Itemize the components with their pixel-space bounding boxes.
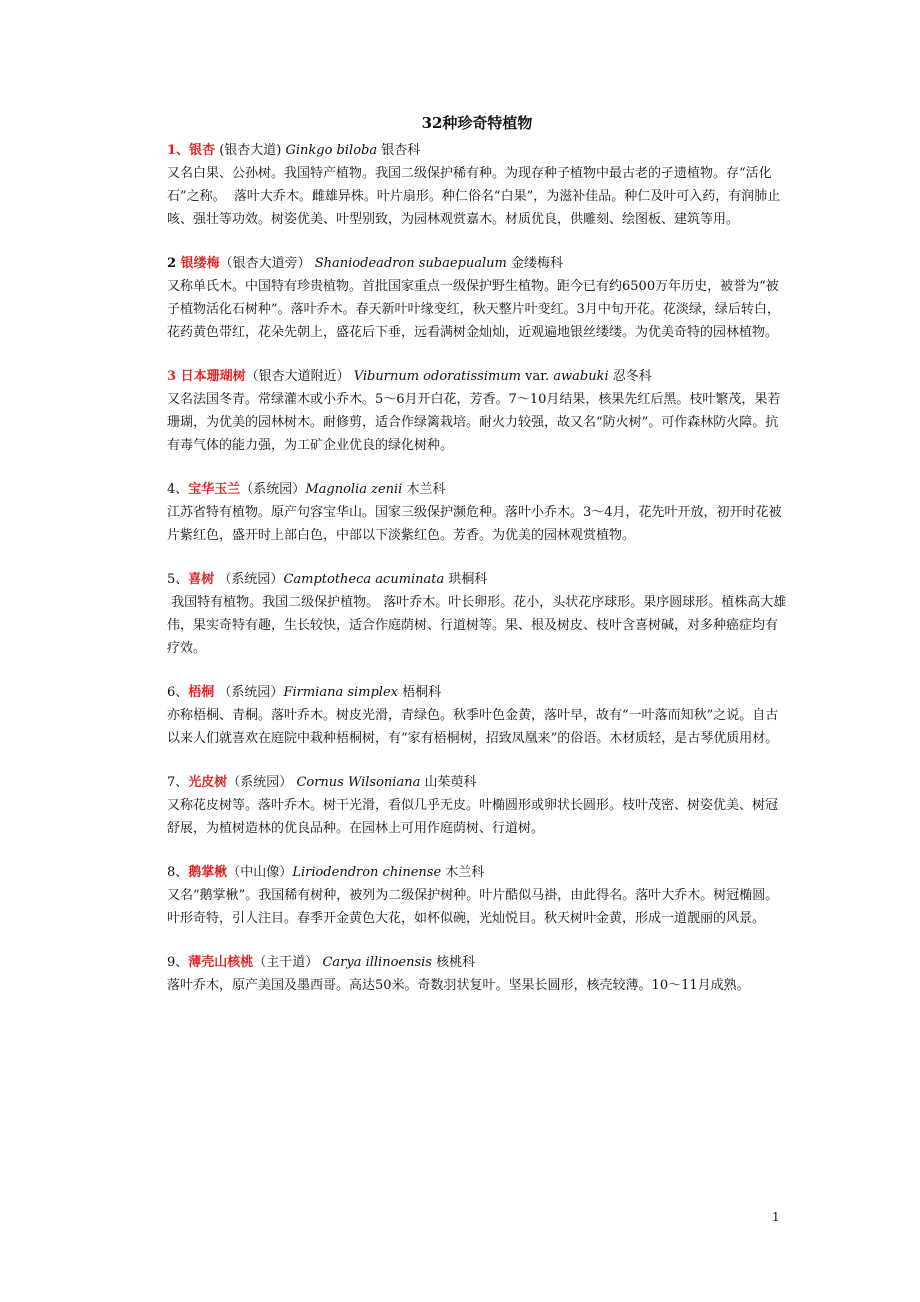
plant-location: （系统园） [227, 775, 297, 790]
plant-entry [167, 140, 787, 231]
entry-number: 6、 [167, 685, 189, 700]
entry-paragraph: 又称花皮树等。落叶乔木。树干光滑，看似几乎无皮。叶椭圆形或卵状长圆形。枝叶茂密、树姿优美、树冠舒展，为植树造林的优良品种。在园林上可用作庭荫树、行道树。 [167, 798, 779, 836]
entry-paragraph: 又名白果、公孙树。我国特产植物。我国二级保护稀有种。为现存种子植物中最古老的孑遗植物。存“活化石”之称。 [167, 166, 772, 204]
plant-entry [167, 366, 787, 457]
plant-family: 银杏科 [377, 143, 421, 158]
plant-family: 忍冬科 [608, 369, 652, 384]
latin-name: Shaniodeadron subaepualum [314, 256, 507, 271]
entry-number: 9、 [167, 955, 189, 970]
plant-entry [167, 479, 787, 547]
plant-location: （银杏大道旁） [219, 256, 315, 271]
entry-heading [167, 366, 787, 388]
entry-number: 1、 [167, 143, 190, 158]
plant-family: 木兰科 [402, 482, 446, 497]
entry-paragraph: 江苏省特有植物。原产句容宝华山。国家三级保护濒危种。 [167, 505, 506, 520]
plant-name: 银杏 [189, 143, 216, 158]
entry-paragraph: 落叶大乔木。雌雄异株。叶片扇形。种仁俗名“白果”，为滋补佳品。种仁及叶可入药，有润肺止咳、强壮等功效。树姿优美、叶型别致，为园林观赏嘉木。材质优良，供雕刻、绘图板、建筑等用。 [167, 189, 781, 227]
plant-family: 珙桐科 [444, 572, 488, 587]
plant-entry [167, 772, 787, 840]
plant-name: 宝华玉兰 [188, 482, 241, 497]
entry-heading [167, 253, 787, 275]
entry-paragraph: 落叶小乔木。3～4月，花先叶开放，初开时花被片紫红色，盛开时上部白色，中部以下淡紫红色。芳香。为优美的园林观赏植物。 [167, 505, 782, 543]
plant-entry [167, 952, 787, 997]
latin-var: var. [521, 369, 554, 384]
plant-location: （中山像） [227, 865, 293, 880]
plant-entry [167, 862, 787, 930]
plant-name: 梧桐 [188, 685, 215, 700]
plant-name: 光皮树 [188, 775, 228, 790]
plant-family: 山茱萸科 [420, 775, 477, 790]
latin-name: Ginkgo biloba [285, 143, 378, 158]
entry-paragraph: 落叶乔木。春天新叶叶缘变红，秋天整片叶变红。3月中旬开花。花淡绿，绿后转白，花药黄色带红，花朵先朝上，盛花后下垂，远看满树金灿灿，近观遍地银丝缕缕。为优美奇特的园林植物。 [167, 302, 780, 340]
entry-number: 3 [167, 369, 181, 384]
latin-name: Magnolia zenii [305, 482, 403, 497]
entry-heading [167, 569, 787, 591]
page-number: 1 [772, 1210, 780, 1224]
entry-paragraph: 亦称梧桐、青桐。落叶乔木。树皮光滑，青绿色。秋季叶色金黄，落叶早，故有“一叶落而知秋”之说。自古以来人们就喜欢在庭院中栽种梧桐树，有“家有梧桐树，招致凤凰来”的俗语。木材质轻，是古琴优质用材。 [167, 708, 779, 746]
latin-name: Firmiana simplex [283, 685, 398, 700]
plant-location: (银杏大道) [215, 143, 286, 158]
entry-heading [167, 682, 787, 704]
plant-location: （银杏大道附近） [245, 369, 354, 384]
latin-name: Liriodendron chinense [292, 865, 442, 880]
plant-family: 核桃科 [431, 955, 476, 970]
entry-paragraph: 落叶乔木，原产美国及墨西哥。高达50米。奇数羽状复叶。坚果长圆形，核壳较薄。10～11月成熟。 [167, 978, 750, 993]
plant-name: 喜树 [188, 572, 215, 587]
entry-paragraph: 又名“鹅掌楸”。我国稀有树种，被列为二级保护树种。叶片酷似马褂，由此得名。落叶大乔木。树冠椭圆。叶形奇特，引人注目。春季开金黄色大花，如杯似碗，光灿悦目。秋天树叶金黄，形成一道靓丽的风景。 [167, 888, 779, 926]
plant-name: 薄壳山核桃 [188, 955, 254, 970]
entry-heading [167, 479, 787, 501]
entry-number: 8、 [167, 865, 189, 880]
entry-heading [167, 772, 787, 794]
entry-number: 2 [167, 256, 181, 271]
entry-number: 7、 [167, 775, 189, 790]
plant-family: 金缕梅科 [506, 256, 564, 271]
plant-entry [167, 569, 787, 660]
entry-number: 5、 [167, 572, 189, 587]
entry-paragraph: 落叶乔木。叶长卵形。花小，头状花序球形。果序圆球形。植株高大雄伟，果实奇特有趣，生长较快，适合作庭荫树、行道树等。果、根及树皮、枝叶含喜树碱，对多种癌症均有疗效。 [167, 595, 787, 656]
plant-family: 木兰科 [441, 865, 485, 880]
plant-location: （系统园） [240, 482, 306, 497]
entry-heading [167, 140, 787, 162]
latin-name: Camptotheca acuminata [283, 572, 445, 587]
document-page [167, 112, 787, 1019]
plant-name: 银缕梅 [180, 256, 220, 271]
entry-number: 4、 [167, 482, 189, 497]
plant-entry [167, 682, 787, 750]
plant-location: （系统园） [214, 572, 284, 587]
plant-location: （主干道） [253, 955, 323, 970]
plant-entry [167, 253, 787, 344]
entry-paragraph: 又名法国冬青。常绿灌木或小乔木。5～6月开白花，芳香。7～10月结果，核果先红后黑。枝叶繁茂，果若珊瑚，为优美的园林树木。耐修剪，适合作绿篱栽培。耐火力较强，故又名“防火树”。可作森林防火障。抗有毒气体的能力强，为工矿企业优良的绿化树种。 [167, 392, 781, 453]
entry-heading [167, 952, 787, 974]
latin-name: Cornus Wilsoniana [296, 775, 421, 790]
latin-name: Carya illinoensis [322, 955, 432, 970]
plant-name: 日本珊瑚树 [180, 369, 246, 384]
page-title: 32种珍奇特植物 [421, 114, 533, 132]
entry-paragraph: 我国特有植物。我国二级保护植物。 [167, 595, 380, 610]
plant-location: （系统园） [214, 685, 284, 700]
latin-name: Viburnum odoratissimum [353, 369, 522, 384]
plant-name: 鹅掌楸 [188, 865, 228, 880]
entry-heading [167, 862, 787, 884]
entry-paragraph: 又称单氏木。中国特有珍贵植物。首批国家重点一级保护野生植物。距今已有约6500万年历史，被誉为“被子植物活化石树种”。 [167, 279, 779, 317]
plant-family: 梧桐科 [397, 685, 442, 700]
plant-entries [167, 140, 787, 997]
latin-name-variety: awabuki [553, 369, 609, 384]
